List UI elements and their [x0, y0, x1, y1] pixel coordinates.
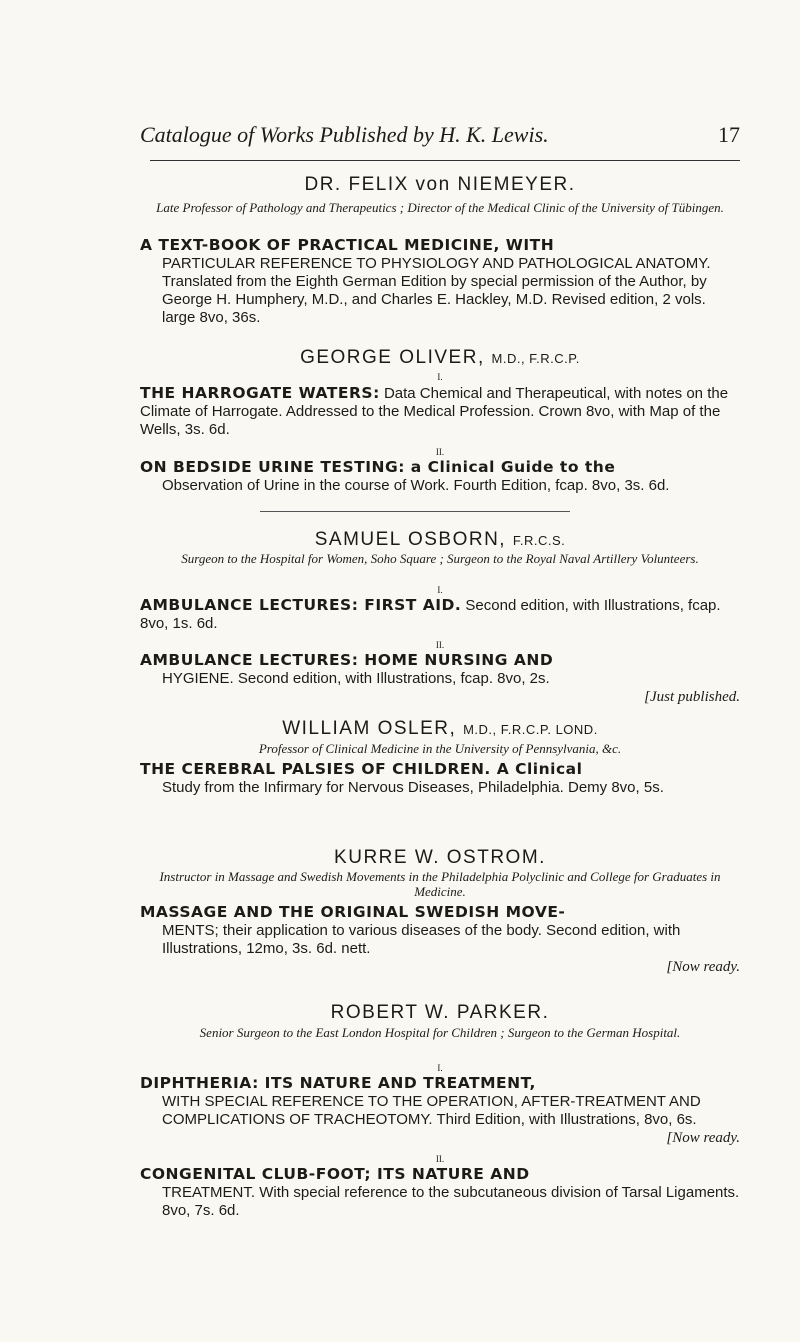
work-description-lead: Second edition, with Illustrations, fcap. 8vo, 1s. 6d.: [140, 597, 721, 632]
author-affiliation: Instructor in Massage and Swedish Movements in the Philadelphia Polyclinic and College for Graduates in Medicine.: [159, 869, 721, 899]
work-description: PARTICULAR REFERENCE TO PHYSIOLOGY AND PATHOLOGICAL ANATOMY. Translated from the Eighth German Edition by special permission of the Author, by George H. Humphery, M.D., and Charles E. Hackley, M.D. Revised edition, 2 vols. large 8vo, 36s.: [162, 255, 711, 326]
header-rule: [150, 160, 740, 161]
work-numeral: I.: [437, 585, 443, 595]
catalogue-entry: [140, 651, 740, 706]
work-title: DIPHTHERIA: ITS NATURE AND TREATMENT,: [140, 1074, 536, 1092]
author-heading: KURRE W. OSTROM.: [334, 847, 546, 868]
publication-status: [Now ready.: [666, 1130, 740, 1146]
work-numeral: I.: [437, 372, 443, 382]
publication-status: [Just published.: [644, 689, 740, 705]
catalogue-entry: [140, 1165, 740, 1220]
catalogue-entry: [140, 236, 740, 327]
catalogue-entry: [140, 596, 740, 633]
author-affiliation: Senior Surgeon to the East London Hospital for Children ; Surgeon to the German Hospital.: [199, 1025, 681, 1040]
page-number: 17: [718, 122, 740, 147]
work-title: AMBULANCE LECTURES: FIRST AID.: [140, 596, 462, 614]
work-title: CONGENITAL CLUB-FOOT; ITS NATURE AND: [140, 1165, 530, 1183]
author-heading: [140, 529, 740, 551]
author-name: GEORGE OLIVER,: [300, 347, 485, 368]
work-numeral: II.: [435, 640, 445, 650]
publication-status: [Now ready.: [666, 959, 740, 975]
author-heading: DR. FELIX von NIEMEYER.: [304, 174, 576, 195]
work-description: WITH SPECIAL REFERENCE TO THE OPERATION, AFTER-TREATMENT AND COMPLICATIONS OF TRACHEOTOMY. Third Edition, with Illustrations, 8vo, 6s.: [162, 1093, 701, 1128]
section-divider: [260, 511, 570, 512]
catalogue-entry: [140, 903, 740, 976]
author-affiliation: Surgeon to the Hospital for Women, Soho Square ; Surgeon to the Royal Naval Artillery Volunteers.: [181, 551, 699, 566]
work-description: TREATMENT. With special reference to the subcutaneous division of Tarsal Ligaments. 8vo, 7s. 6d.: [162, 1184, 740, 1219]
work-numeral: I.: [437, 1063, 443, 1073]
work-title: AMBULANCE LECTURES: HOME NURSING AND: [140, 651, 554, 669]
catalogue-entry: [140, 760, 740, 797]
work-title: ON BEDSIDE URINE TESTING: a Clinical Guide to the: [140, 458, 616, 476]
author-affiliation: Late Professor of Pathology and Therapeutics ; Director of the Medical Clinic of the University of Tübingen.: [156, 200, 724, 215]
author-heading: ROBERT W. PARKER.: [330, 1002, 550, 1023]
author-qualifications: F.R.C.S.: [512, 533, 566, 548]
author-heading: [140, 718, 740, 740]
work-description: Observation of Urine in the course of Work. Fourth Edition, fcap. 8vo, 3s. 6d.: [162, 477, 670, 494]
work-numeral: II.: [435, 447, 445, 457]
author-heading: [140, 347, 740, 369]
work-description: MENTS; their application to various diseases of the body. Second edition, with Illustrations, 12mo, 3s. 6d. nett.: [162, 922, 681, 957]
work-description: Study from the Infirmary for Nervous Diseases, Philadelphia. Demy 8vo, 5s.: [162, 779, 664, 796]
work-title: A TEXT-BOOK OF PRACTICAL MEDICINE, WITH: [140, 236, 555, 254]
work-numeral: II.: [435, 1154, 445, 1164]
catalogue-entry: [140, 1074, 740, 1147]
work-title: MASSAGE AND THE ORIGINAL SWEDISH MOVE-: [140, 903, 566, 921]
running-head: [140, 122, 740, 148]
author-qualifications: M.D., F.R.C.P. LOND.: [463, 722, 598, 737]
work-description-lead: Data Chemical and Therapeutical, with notes on the Climate of Harrogate. Addressed to the Medical Profession. Crown 8vo, with Map of the Wells, 3s. 6d.: [140, 385, 729, 438]
catalogue-entry: [140, 384, 740, 439]
author-name: WILLIAM OSLER,: [282, 718, 457, 739]
running-head-title: Catalogue of Works Published by H. K. Lewis.: [140, 122, 549, 147]
catalogue-entry: [140, 458, 740, 495]
work-title: THE CEREBRAL PALSIES OF CHILDREN. A Clinical: [140, 760, 583, 778]
work-title: THE HARROGATE WATERS:: [140, 384, 380, 402]
author-affiliation: Professor of Clinical Medicine in the University of Pennsylvania, &c.: [258, 741, 622, 756]
author-name: SAMUEL OSBORN,: [314, 529, 507, 550]
author-qualifications: M.D., F.R.C.P.: [491, 351, 580, 366]
work-description: HYGIENE. Second edition, with Illustrations, fcap. 8vo, 2s.: [162, 670, 550, 687]
